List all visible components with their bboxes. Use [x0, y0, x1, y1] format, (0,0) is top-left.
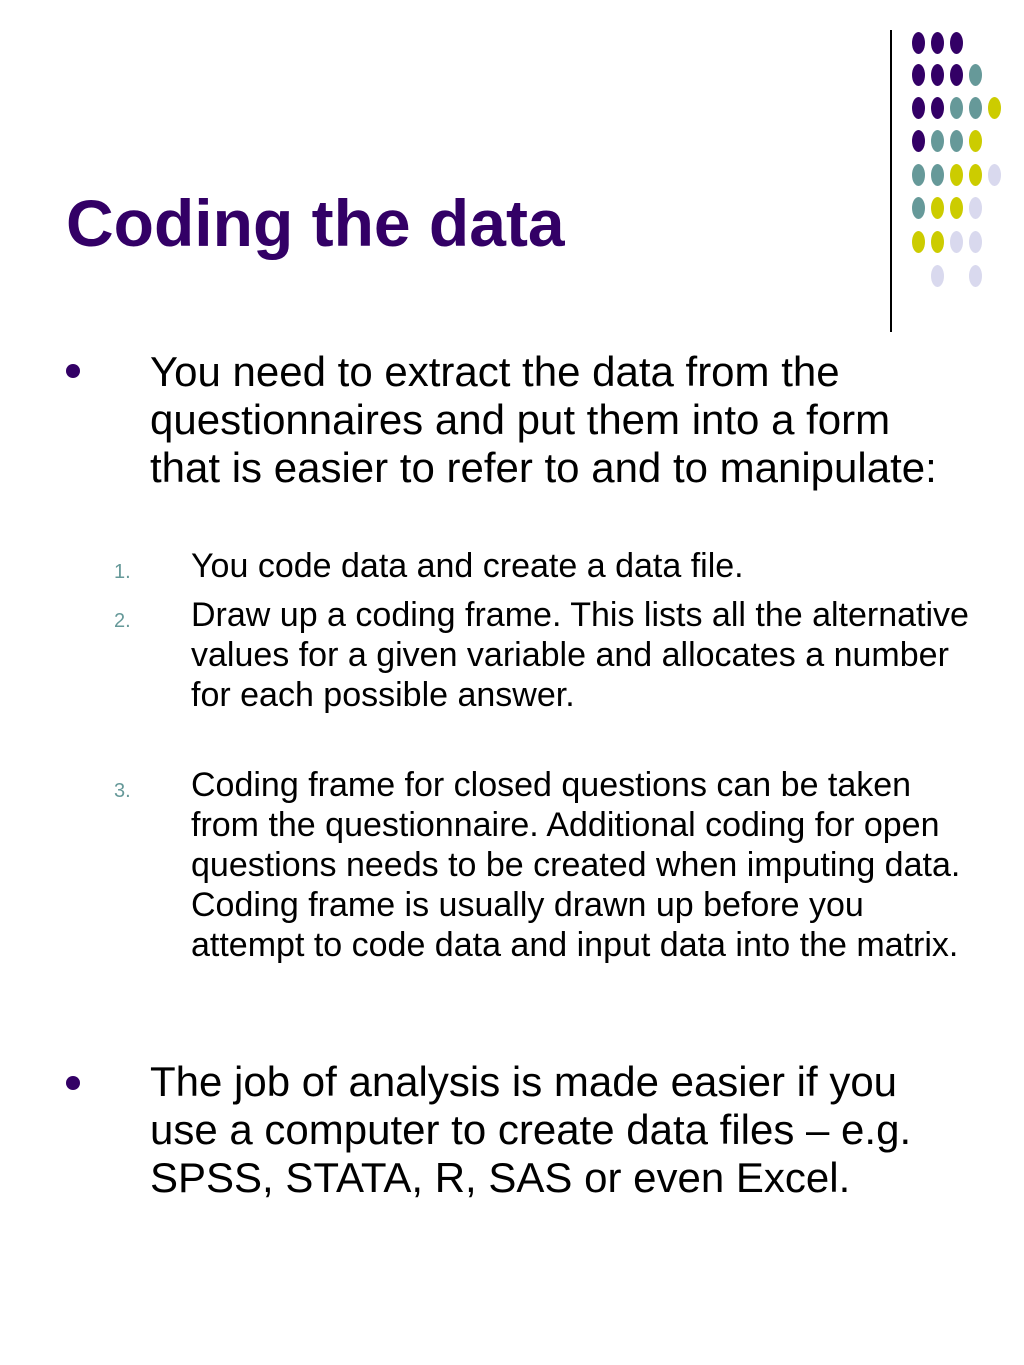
decorative-dot: [969, 197, 982, 219]
list-number: 2.: [114, 610, 131, 632]
decorative-dot: [988, 97, 1001, 119]
numbered-item-2: Draw up a coding frame. This lists all the alternative values for a given variable and allocates a number for each possible answer.: [191, 596, 969, 714]
decorative-dot: [950, 97, 963, 119]
slide-title: Coding the data: [66, 186, 565, 260]
decorative-dot: [969, 97, 982, 119]
decorative-dot: [969, 164, 982, 186]
decorative-dot: [931, 32, 944, 54]
bullet-dot: [66, 1076, 80, 1090]
decorative-dot: [950, 64, 963, 86]
decorative-dot: [912, 64, 925, 86]
bullet-text-2: The job of analysis is made easier if you use a computer to create data files – e.g. SPSS, STATA, R, SAS or even Excel.: [150, 1058, 912, 1201]
decorative-dot: [931, 265, 944, 287]
decorative-dot: [950, 32, 963, 54]
bullet-dot: [66, 364, 80, 378]
decorative-dot: [931, 97, 944, 119]
numbered-item-1: You code data and create a data file.: [191, 547, 744, 585]
decorative-dot: [950, 197, 963, 219]
decorative-dot: [912, 130, 925, 152]
decorative-dot: [988, 164, 1001, 186]
list-number: 1.: [114, 561, 131, 583]
decorative-dot: [950, 130, 963, 152]
decorative-dot: [931, 197, 944, 219]
decorative-dot: [950, 164, 963, 186]
decorative-dot: [931, 64, 944, 86]
vertical-divider: [890, 30, 892, 332]
decorative-dot: [969, 130, 982, 152]
decorative-dot: [950, 231, 963, 253]
bullet-text-1: You need to extract the data from the questionnaires and put them into a form that is easier to refer to and to manipulate:: [150, 348, 937, 491]
decorative-dot: [931, 130, 944, 152]
decorative-dot: [912, 97, 925, 119]
decorative-dot: [912, 164, 925, 186]
numbered-item-3: Coding frame for closed questions can be taken from the questionnaire. Additional coding for open questions needs to be created when imputing data. Coding frame is usually drawn up before you attempt to code data and input data into the matrix.: [191, 766, 961, 964]
decorative-dot: [969, 231, 982, 253]
decorative-dot: [931, 164, 944, 186]
decorative-dot: [931, 231, 944, 253]
decorative-dot: [969, 265, 982, 287]
decorative-dot: [969, 64, 982, 86]
list-number: 3.: [114, 780, 131, 802]
decorative-dot: [912, 231, 925, 253]
decorative-dot: [912, 197, 925, 219]
decorative-dot: [912, 32, 925, 54]
